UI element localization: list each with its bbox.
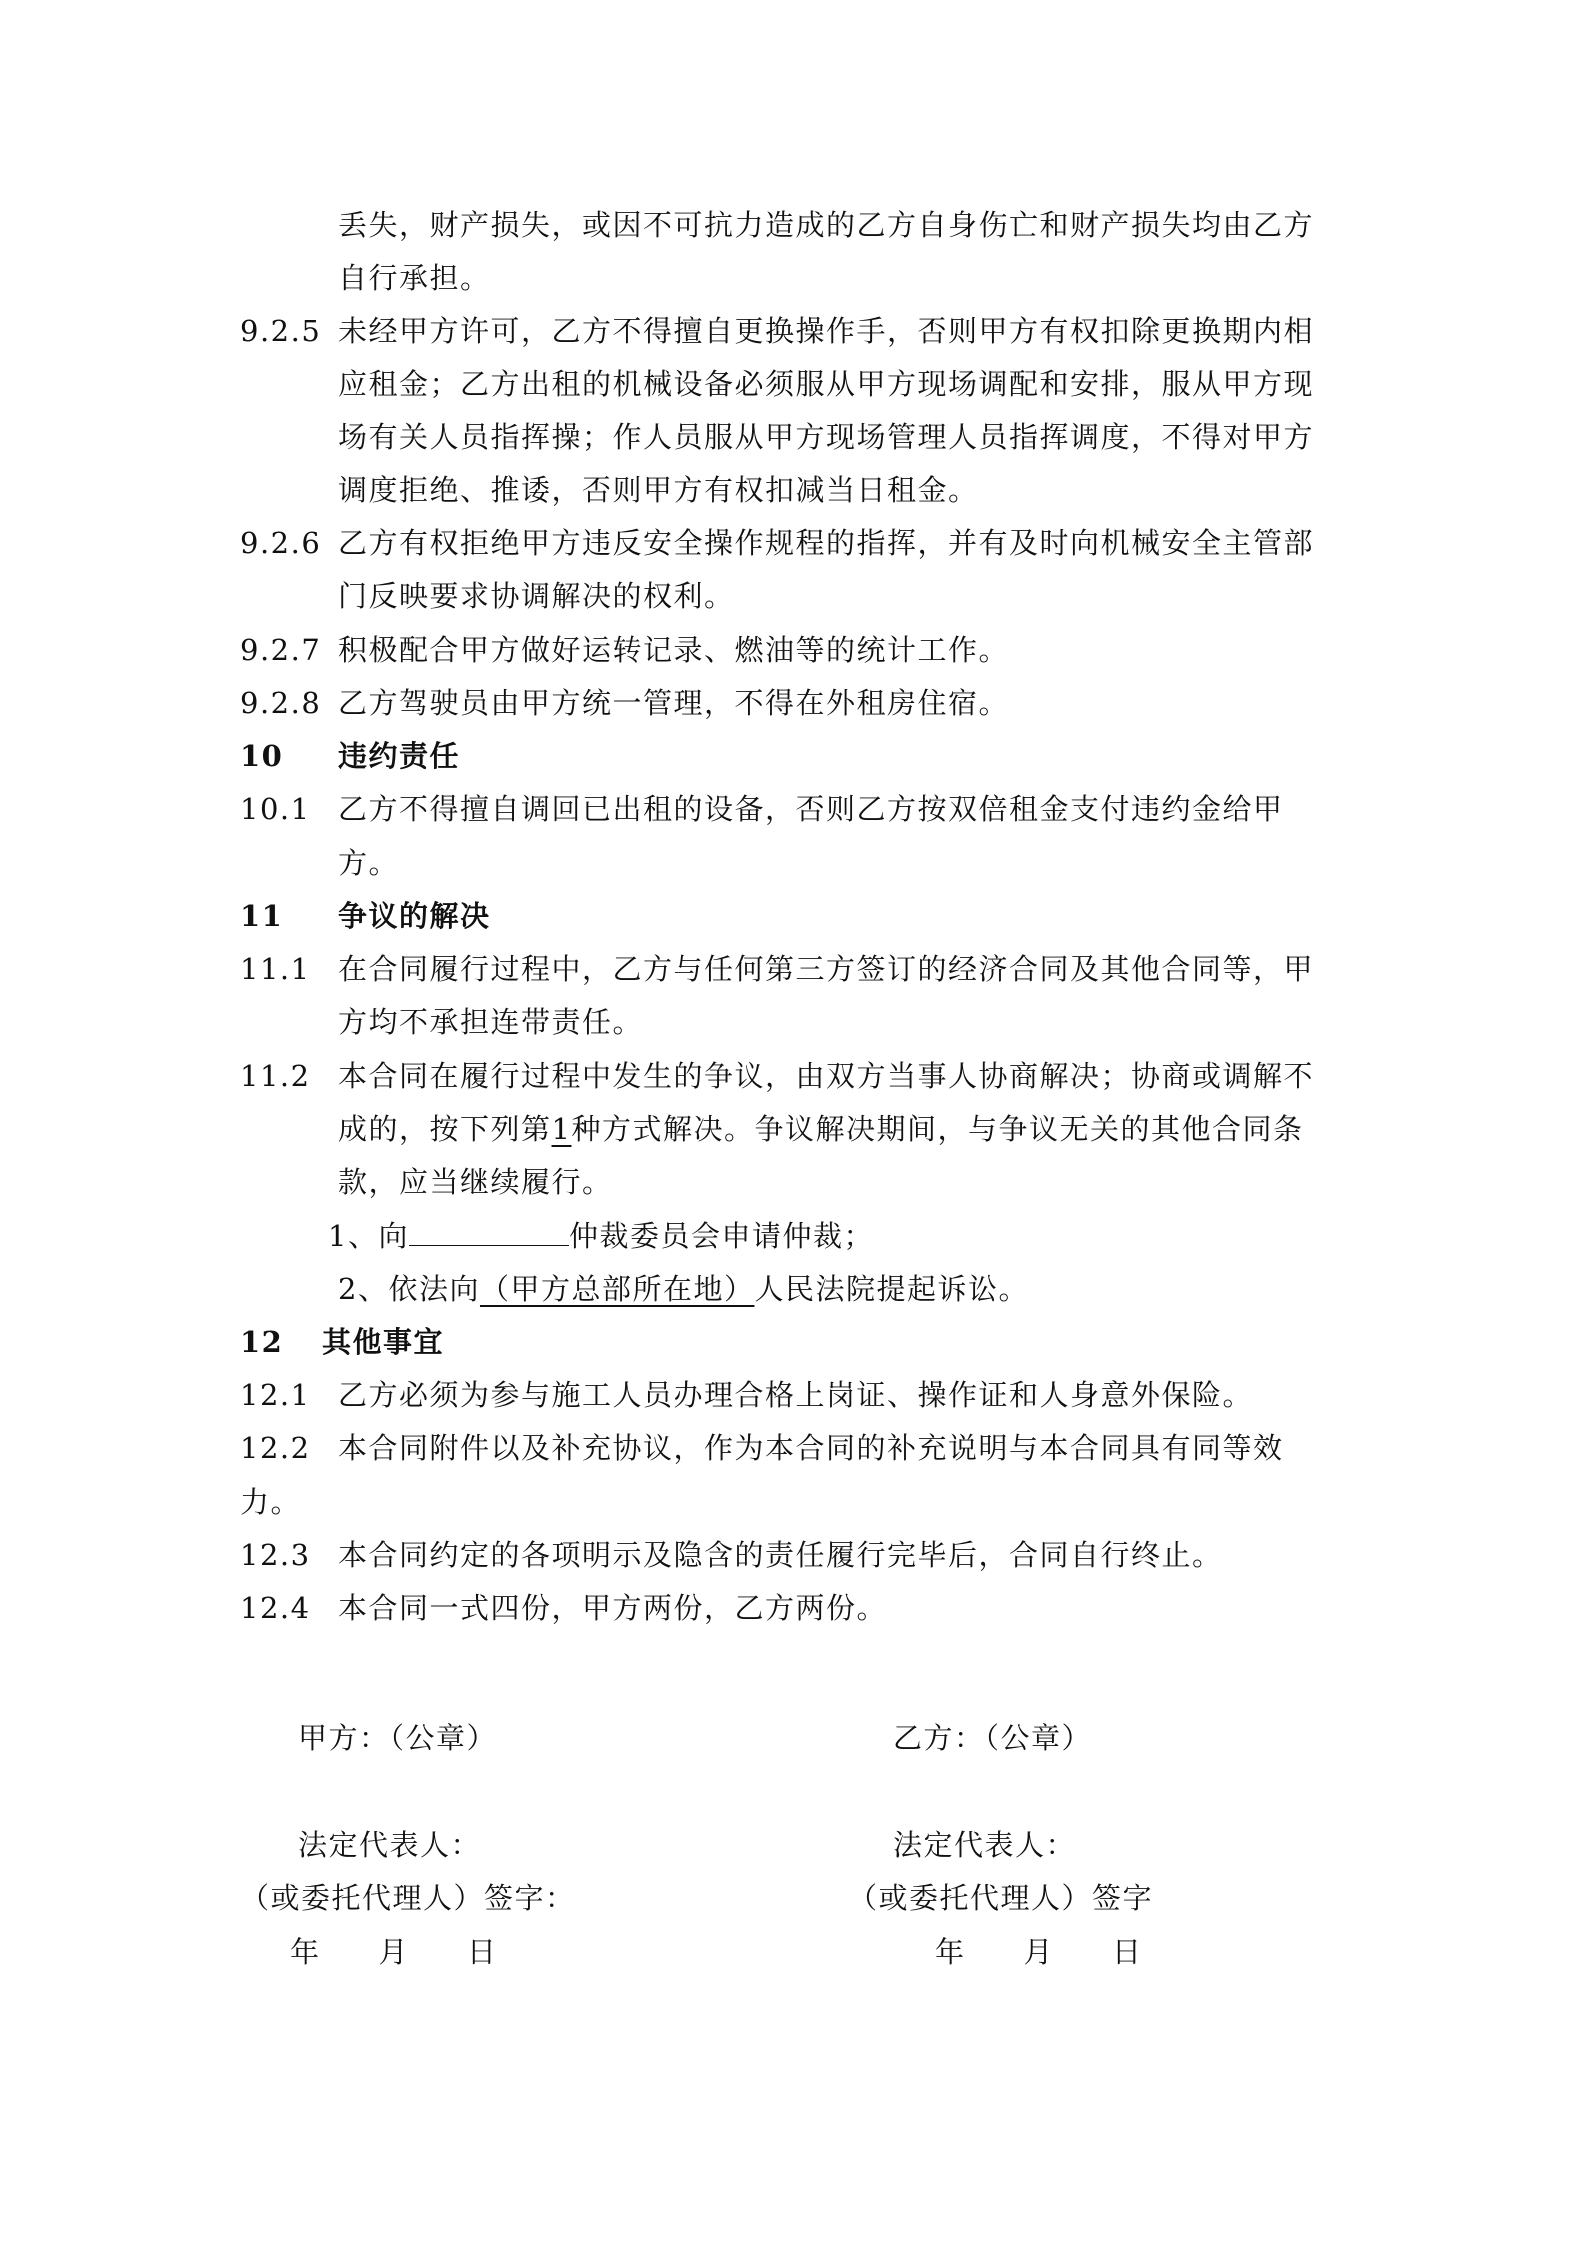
clause-continuation <box>338 1162 613 1202</box>
clause-continuation <box>338 576 735 616</box>
clause-number: 11.2 <box>240 1059 311 1093</box>
clause-text: 乙方有权拒绝甲方违反安全操作规程的指挥，并有及时向机械安全主管部 <box>338 526 1315 560</box>
clause-number: 9.2.6 <box>240 526 322 560</box>
dispute-option-arbitration <box>328 1215 874 1255</box>
clause-text: 场有关人员指挥操；作人员服从甲方现场管理人员指挥调度，不得对甲方 <box>338 420 1315 454</box>
clause-text: 力。 <box>240 1485 302 1519</box>
clause-12-3 <box>0 1535 1587 1575</box>
clause-text: 在合同履行过程中，乙方与任何第三方签订的经济合同及其他合同等，甲 <box>338 952 1315 986</box>
court-location: （甲方总部所在地） <box>479 1272 755 1306</box>
clause-continuation <box>240 1482 301 1522</box>
party-b-agent-signature: （或委托代理人）签字 <box>848 1881 1154 1915</box>
clause-number: 11.1 <box>240 952 311 986</box>
clause-number: 9.2.8 <box>240 686 322 720</box>
section-12-heading <box>0 1322 1587 1362</box>
date-month: 月 <box>378 1935 410 1969</box>
dispute-method-choice: 1 <box>551 1112 572 1146</box>
clause-12-1 <box>0 1375 1587 1415</box>
date-year: 年 <box>935 1935 966 1969</box>
clause-number: 12.1 <box>240 1378 311 1412</box>
date-day: 日 <box>467 1935 498 1969</box>
section-11-heading <box>0 896 1587 936</box>
clause-text: 门反映要求协调解决的权利。 <box>338 579 735 613</box>
clause-continuation <box>338 364 1314 404</box>
option-text: 仲裁委员会申请仲裁； <box>568 1219 874 1253</box>
party-b-representative: 法定代表人： <box>893 1828 1077 1862</box>
clause-continuation <box>338 1109 1303 1149</box>
clause-12-4 <box>0 1588 1587 1628</box>
dispute-option-litigation <box>338 1269 1029 1309</box>
clause-number: 12.2 <box>240 1431 311 1465</box>
clause-text: 积极配合甲方做好运转记录、燃油等的统计工作。 <box>338 633 1010 667</box>
option-text: 人民法院提起诉讼。 <box>754 1272 1029 1306</box>
clause-continuation <box>338 258 491 298</box>
clause-text: 方均不承担连带责任。 <box>338 1005 644 1039</box>
party-b-seal: 乙方：（公章） <box>893 1721 1093 1755</box>
section-number: 10 <box>240 739 284 773</box>
section-10-heading <box>0 736 1587 776</box>
section-number: 11 <box>240 899 284 933</box>
clause-text: 自行承担。 <box>338 261 491 295</box>
clause-text: 本合同在履行过程中发生的争议，由双方当事人协商解决；协商或调解不 <box>338 1059 1315 1093</box>
clause-text: 乙方不得擅自调回已出租的设备，否则乙方按双倍租金支付违约金给甲 <box>338 792 1284 826</box>
clause-text: 种方式解决。争议解决期间，与争议无关的其他合同条 <box>571 1112 1304 1146</box>
clause-text: 丢失，财产损失，或因不可抗力造成的乙方自身伤亡和财产损失均由乙方 <box>338 208 1315 242</box>
clause-10-1 <box>0 789 1587 829</box>
clause-9-2-7 <box>0 630 1587 670</box>
clause-number: 9.2.5 <box>240 314 322 348</box>
clause-11-2 <box>0 1056 1587 1096</box>
clause-number: 12.3 <box>240 1538 311 1572</box>
clause-number: 12.4 <box>240 1591 311 1625</box>
option-text: 1、向 <box>328 1219 409 1253</box>
section-title: 其他事宜 <box>322 1325 445 1359</box>
clause-continuation <box>338 470 979 510</box>
party-b-date <box>935 1932 1143 1972</box>
clause-9-2-6 <box>0 523 1587 563</box>
section-title: 争议的解决 <box>338 899 491 933</box>
clause-text: 乙方必须为参与施工人员办理合格上岗证、操作证和人身意外保险。 <box>338 1378 1254 1412</box>
party-a-agent-signature: （或委托代理人）签字： <box>240 1881 576 1915</box>
clause-text: 款，应当继续履行。 <box>338 1165 613 1199</box>
clause-11-1 <box>0 949 1587 989</box>
clause-12-2 <box>0 1428 1587 1468</box>
date-year: 年 <box>290 1935 321 1969</box>
clause-continuation <box>338 417 1314 457</box>
clause-text: 本合同约定的各项明示及隐含的责任履行完毕后，合同自行终止。 <box>338 1538 1223 1572</box>
option-text: 2、依法向 <box>338 1272 480 1306</box>
clause-text: 方。 <box>338 846 400 880</box>
clause-continuation <box>338 843 399 883</box>
clause-text: 乙方驾驶员由甲方统一管理，不得在外租房住宿。 <box>338 686 1010 720</box>
clause-text: 调度拒绝、推诿，否则甲方有权扣减当日租金。 <box>338 473 979 507</box>
date-day: 日 <box>1112 1935 1143 1969</box>
section-number: 12 <box>240 1325 284 1359</box>
section-title: 违约责任 <box>338 739 461 773</box>
clause-number: 9.2.7 <box>240 633 322 667</box>
clause-9-2-8 <box>0 683 1587 723</box>
party-a-seal: 甲方：（公章） <box>298 1721 498 1755</box>
party-a-representative: 法定代表人： <box>298 1828 482 1862</box>
clause-text: 应租金；乙方出租的机械设备必须服从甲方现场调配和安排，服从甲方现 <box>338 367 1315 401</box>
clause-continuation <box>338 205 1314 245</box>
clause-continuation <box>338 1002 643 1042</box>
clause-text: 本合同附件以及补充协议，作为本合同的补充说明与本合同具有同等效 <box>338 1431 1284 1465</box>
clause-text: 未经甲方许可，乙方不得擅自更换操作手，否则甲方有权扣除更换期内相 <box>338 314 1315 348</box>
party-a-date <box>290 1932 498 1972</box>
arbitration-committee-blank <box>409 1215 569 1246</box>
date-month: 月 <box>1023 1935 1055 1969</box>
clause-text: 本合同一式四份，甲方两份，乙方两份。 <box>338 1591 888 1625</box>
clause-9-2-5 <box>0 311 1587 351</box>
clause-number: 10.1 <box>240 792 311 826</box>
clause-text: 成的，按下列第 <box>338 1112 552 1146</box>
